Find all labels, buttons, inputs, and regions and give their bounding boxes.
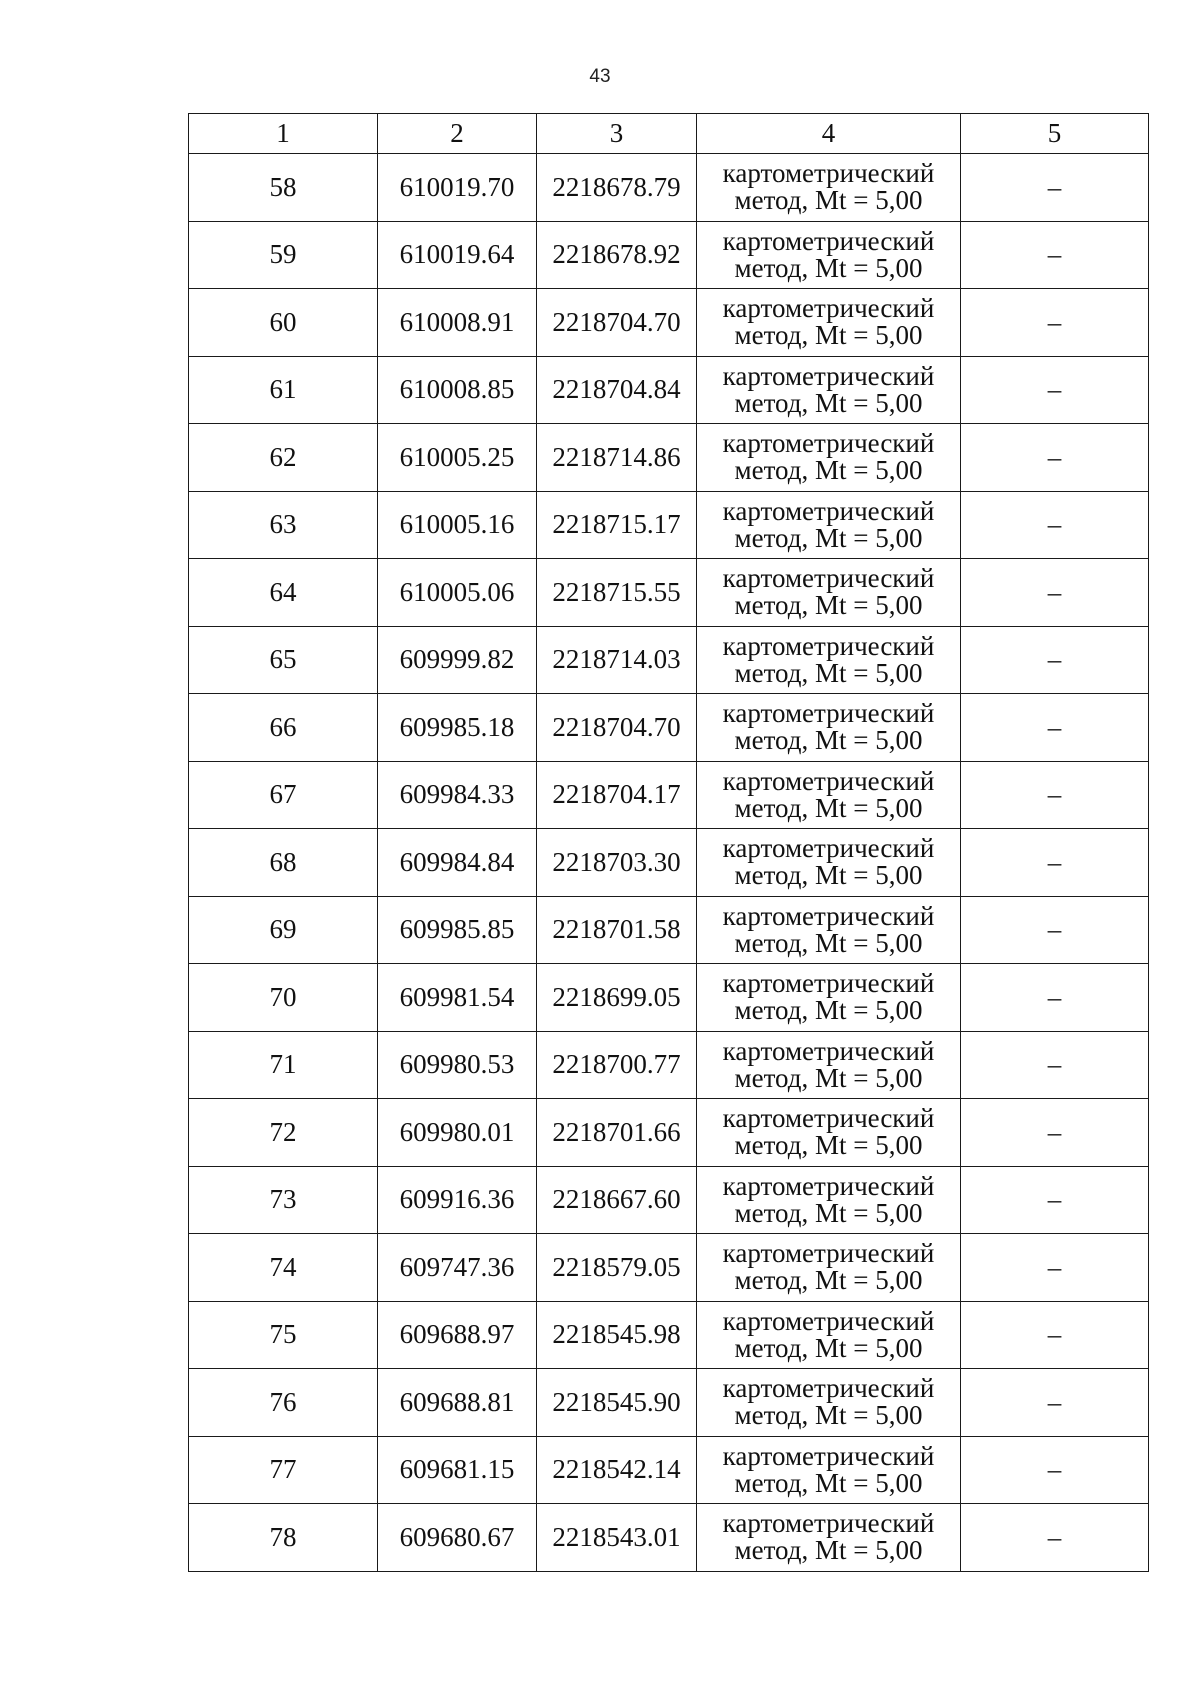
method-cell bbox=[697, 154, 961, 222]
method-line-1: картометрический bbox=[722, 833, 935, 864]
method-cell bbox=[697, 356, 961, 424]
method-line-2: метод, Mt = 5,00 bbox=[734, 657, 923, 688]
table-row bbox=[189, 896, 1149, 964]
method-line-1: картометрический bbox=[722, 1305, 935, 1336]
method-line-1: картометрический bbox=[722, 563, 935, 594]
y-coordinate-cell: 2218714.86 bbox=[537, 424, 697, 492]
note-cell: – bbox=[961, 1031, 1149, 1099]
note-cell: – bbox=[961, 896, 1149, 964]
point-number-cell: 69 bbox=[189, 896, 378, 964]
note-cell: – bbox=[961, 1301, 1149, 1369]
method-line-2: метод, Mt = 5,00 bbox=[734, 1062, 923, 1093]
point-number-cell: 64 bbox=[189, 559, 378, 627]
y-coordinate-cell: 2218704.70 bbox=[537, 289, 697, 357]
y-coordinate-cell: 2218678.92 bbox=[537, 221, 697, 289]
method-cell bbox=[697, 221, 961, 289]
y-coordinate-cell: 2218545.98 bbox=[537, 1301, 697, 1369]
note-cell: – bbox=[961, 1436, 1149, 1504]
method-line-1: картометрический bbox=[722, 1508, 935, 1539]
x-coordinate-cell: 609981.54 bbox=[378, 964, 537, 1032]
method-line-2: метод, Mt = 5,00 bbox=[734, 455, 923, 486]
note-cell: – bbox=[961, 289, 1149, 357]
y-coordinate-cell: 2218667.60 bbox=[537, 1166, 697, 1234]
note-cell: – bbox=[961, 1166, 1149, 1234]
method-line-2: метод, Mt = 5,00 bbox=[734, 1265, 923, 1296]
point-number-cell: 61 bbox=[189, 356, 378, 424]
method-cell bbox=[697, 1504, 961, 1572]
method-cell bbox=[697, 694, 961, 762]
y-coordinate-cell: 2218700.77 bbox=[537, 1031, 697, 1099]
method-line-1: картометрический bbox=[722, 1373, 935, 1404]
note-cell: – bbox=[961, 424, 1149, 492]
note-cell: – bbox=[961, 491, 1149, 559]
y-coordinate-cell: 2218542.14 bbox=[537, 1436, 697, 1504]
method-cell bbox=[697, 964, 961, 1032]
y-coordinate-cell: 2218543.01 bbox=[537, 1504, 697, 1572]
point-number-cell: 67 bbox=[189, 761, 378, 829]
method-line-2: метод, Mt = 5,00 bbox=[734, 252, 923, 283]
point-number-cell: 65 bbox=[189, 626, 378, 694]
y-coordinate-cell: 2218715.17 bbox=[537, 491, 697, 559]
y-coordinate-cell: 2218579.05 bbox=[537, 1234, 697, 1302]
method-cell bbox=[697, 1099, 961, 1167]
method-cell bbox=[697, 491, 961, 559]
table-row bbox=[189, 1369, 1149, 1437]
x-coordinate-cell: 610005.16 bbox=[378, 491, 537, 559]
method-line-1: картометрический bbox=[722, 968, 935, 999]
page-number: 43 bbox=[589, 66, 611, 87]
table-row bbox=[189, 289, 1149, 357]
method-line-1: картометрический bbox=[722, 698, 935, 729]
method-line-2: метод, Mt = 5,00 bbox=[734, 1467, 923, 1498]
method-cell bbox=[697, 424, 961, 492]
header-row bbox=[189, 114, 1149, 154]
method-line-2: метод, Mt = 5,00 bbox=[734, 590, 923, 621]
method-cell bbox=[697, 1031, 961, 1099]
note-cell: – bbox=[961, 694, 1149, 762]
method-line-1: картометрический bbox=[722, 360, 935, 391]
y-coordinate-cell: 2218701.58 bbox=[537, 896, 697, 964]
table-row bbox=[189, 1166, 1149, 1234]
method-line-1: картометрический bbox=[722, 630, 935, 661]
method-line-2: метод, Mt = 5,00 bbox=[734, 1130, 923, 1161]
note-cell: – bbox=[961, 221, 1149, 289]
method-cell bbox=[697, 626, 961, 694]
point-number-cell: 74 bbox=[189, 1234, 378, 1302]
point-number-cell: 58 bbox=[189, 154, 378, 222]
point-number-cell: 70 bbox=[189, 964, 378, 1032]
header-col-4: 4 bbox=[697, 114, 961, 154]
method-line-1: картометрический bbox=[722, 495, 935, 526]
x-coordinate-cell: 609747.36 bbox=[378, 1234, 537, 1302]
note-cell: – bbox=[961, 1099, 1149, 1167]
method-cell bbox=[697, 1166, 961, 1234]
method-line-1: картометрический bbox=[722, 428, 935, 459]
method-line-1: картометрический bbox=[722, 1035, 935, 1066]
y-coordinate-cell: 2218704.70 bbox=[537, 694, 697, 762]
table-row bbox=[189, 1436, 1149, 1504]
note-cell: – bbox=[961, 356, 1149, 424]
method-line-2: метод, Mt = 5,00 bbox=[734, 860, 923, 891]
point-number-cell: 71 bbox=[189, 1031, 378, 1099]
method-line-1: картометрический bbox=[722, 1170, 935, 1201]
table-header bbox=[189, 114, 1149, 154]
x-coordinate-cell: 609916.36 bbox=[378, 1166, 537, 1234]
method-line-2: метод, Mt = 5,00 bbox=[734, 522, 923, 553]
y-coordinate-cell: 2218704.84 bbox=[537, 356, 697, 424]
x-coordinate-cell: 609985.85 bbox=[378, 896, 537, 964]
method-line-1: картометрический bbox=[722, 1440, 935, 1471]
method-cell bbox=[697, 1301, 961, 1369]
note-cell: – bbox=[961, 1504, 1149, 1572]
x-coordinate-cell: 610005.06 bbox=[378, 559, 537, 627]
method-line-2: метод, Mt = 5,00 bbox=[734, 725, 923, 756]
method-cell bbox=[697, 829, 961, 897]
x-coordinate-cell: 609688.97 bbox=[378, 1301, 537, 1369]
table-row bbox=[189, 964, 1149, 1032]
table-body bbox=[189, 154, 1149, 1572]
y-coordinate-cell: 2218701.66 bbox=[537, 1099, 697, 1167]
table-row bbox=[189, 626, 1149, 694]
y-coordinate-cell: 2218699.05 bbox=[537, 964, 697, 1032]
table-row bbox=[189, 1099, 1149, 1167]
point-number-cell: 78 bbox=[189, 1504, 378, 1572]
y-coordinate-cell: 2218703.30 bbox=[537, 829, 697, 897]
table-row bbox=[189, 829, 1149, 897]
note-cell: – bbox=[961, 829, 1149, 897]
table-row bbox=[189, 1504, 1149, 1572]
table-row bbox=[189, 356, 1149, 424]
method-cell bbox=[697, 1436, 961, 1504]
table-row bbox=[189, 559, 1149, 627]
x-coordinate-cell: 609681.15 bbox=[378, 1436, 537, 1504]
method-line-2: метод, Mt = 5,00 bbox=[734, 1535, 923, 1566]
x-coordinate-cell: 610008.91 bbox=[378, 289, 537, 357]
note-cell: – bbox=[961, 1369, 1149, 1437]
x-coordinate-cell: 609984.84 bbox=[378, 829, 537, 897]
header-col-2: 2 bbox=[378, 114, 537, 154]
point-number-cell: 77 bbox=[189, 1436, 378, 1504]
point-number-cell: 62 bbox=[189, 424, 378, 492]
table-row bbox=[189, 491, 1149, 559]
method-line-2: метод, Mt = 5,00 bbox=[734, 185, 923, 216]
coordinates-table bbox=[188, 113, 1149, 1572]
table-row bbox=[189, 761, 1149, 829]
note-cell: – bbox=[961, 964, 1149, 1032]
table-row bbox=[189, 1031, 1149, 1099]
method-line-1: картометрический bbox=[722, 293, 935, 324]
x-coordinate-cell: 610008.85 bbox=[378, 356, 537, 424]
note-cell: – bbox=[961, 154, 1149, 222]
method-line-1: картометрический bbox=[722, 1103, 935, 1134]
x-coordinate-cell: 609980.01 bbox=[378, 1099, 537, 1167]
method-cell bbox=[697, 896, 961, 964]
x-coordinate-cell: 609985.18 bbox=[378, 694, 537, 762]
x-coordinate-cell: 610019.64 bbox=[378, 221, 537, 289]
table-row bbox=[189, 424, 1149, 492]
method-line-1: картометрический bbox=[722, 1238, 935, 1269]
point-number-cell: 66 bbox=[189, 694, 378, 762]
note-cell: – bbox=[961, 761, 1149, 829]
x-coordinate-cell: 609688.81 bbox=[378, 1369, 537, 1437]
y-coordinate-cell: 2218545.90 bbox=[537, 1369, 697, 1437]
table-row bbox=[189, 221, 1149, 289]
point-number-cell: 75 bbox=[189, 1301, 378, 1369]
y-coordinate-cell: 2218714.03 bbox=[537, 626, 697, 694]
method-line-1: картометрический bbox=[722, 900, 935, 931]
method-line-1: картометрический bbox=[722, 765, 935, 796]
table-row bbox=[189, 1301, 1149, 1369]
method-cell bbox=[697, 761, 961, 829]
method-line-2: метод, Mt = 5,00 bbox=[734, 1400, 923, 1431]
x-coordinate-cell: 609980.53 bbox=[378, 1031, 537, 1099]
method-cell bbox=[697, 1369, 961, 1437]
table-row bbox=[189, 694, 1149, 762]
y-coordinate-cell: 2218715.55 bbox=[537, 559, 697, 627]
method-line-2: метод, Mt = 5,00 bbox=[734, 927, 923, 958]
point-number-cell: 59 bbox=[189, 221, 378, 289]
table-row bbox=[189, 154, 1149, 222]
x-coordinate-cell: 609999.82 bbox=[378, 626, 537, 694]
point-number-cell: 72 bbox=[189, 1099, 378, 1167]
header-col-5: 5 bbox=[961, 114, 1149, 154]
header-col-3: 3 bbox=[537, 114, 697, 154]
table-row bbox=[189, 1234, 1149, 1302]
method-line-2: метод, Mt = 5,00 bbox=[734, 995, 923, 1026]
method-cell bbox=[697, 559, 961, 627]
method-cell bbox=[697, 289, 961, 357]
method-line-2: метод, Mt = 5,00 bbox=[734, 1332, 923, 1363]
method-line-2: метод, Mt = 5,00 bbox=[734, 792, 923, 823]
point-number-cell: 73 bbox=[189, 1166, 378, 1234]
y-coordinate-cell: 2218678.79 bbox=[537, 154, 697, 222]
x-coordinate-cell: 609680.67 bbox=[378, 1504, 537, 1572]
point-number-cell: 63 bbox=[189, 491, 378, 559]
method-line-1: картометрический bbox=[722, 158, 935, 189]
method-line-2: метод, Mt = 5,00 bbox=[734, 320, 923, 351]
note-cell: – bbox=[961, 1234, 1149, 1302]
point-number-cell: 60 bbox=[189, 289, 378, 357]
point-number-cell: 76 bbox=[189, 1369, 378, 1437]
header-col-1: 1 bbox=[189, 114, 378, 154]
note-cell: – bbox=[961, 626, 1149, 694]
x-coordinate-cell: 610019.70 bbox=[378, 154, 537, 222]
y-coordinate-cell: 2218704.17 bbox=[537, 761, 697, 829]
point-number-cell: 68 bbox=[189, 829, 378, 897]
x-coordinate-cell: 610005.25 bbox=[378, 424, 537, 492]
note-cell: – bbox=[961, 559, 1149, 627]
method-line-1: картометрический bbox=[722, 225, 935, 256]
method-cell bbox=[697, 1234, 961, 1302]
method-line-2: метод, Mt = 5,00 bbox=[734, 387, 923, 418]
method-line-2: метод, Mt = 5,00 bbox=[734, 1197, 923, 1228]
x-coordinate-cell: 609984.33 bbox=[378, 761, 537, 829]
